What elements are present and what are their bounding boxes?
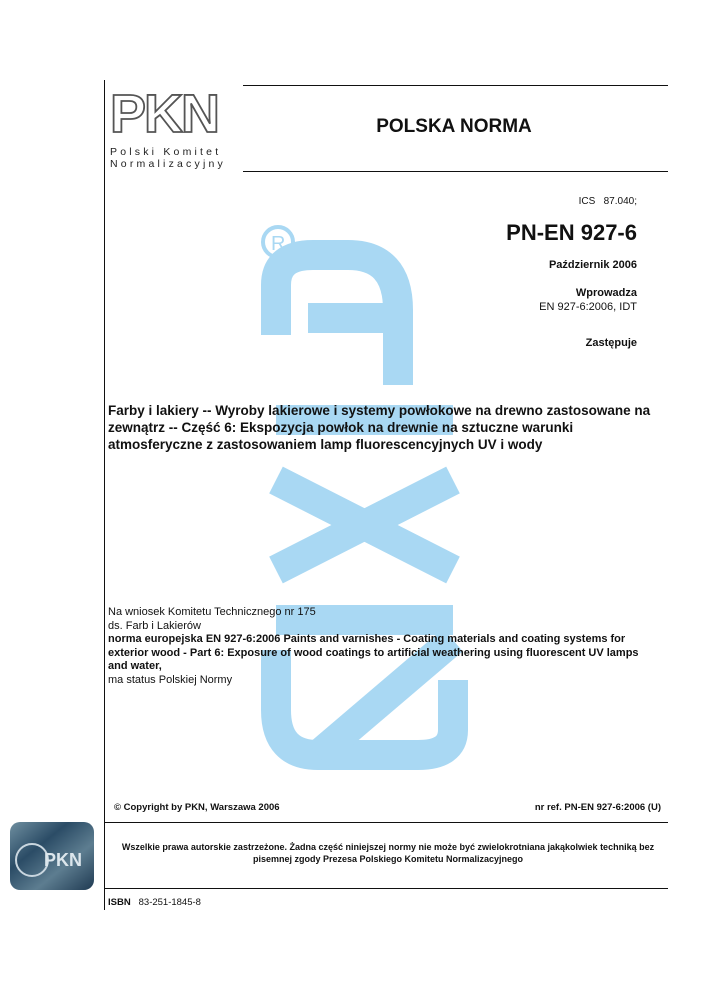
- reference-number: nr ref. PN-EN 927-6:2006 (U): [534, 802, 661, 813]
- left-margin-rule: [104, 80, 105, 910]
- rights-line-2: pisemnej zgody Prezesa Polskiego Komitetu Normalizacyjnego: [252, 854, 524, 864]
- title-line-3: atmosferyczne z zastosowaniem lamp fluorescencyjnych UV i wody: [108, 437, 543, 452]
- isbn-line: [108, 897, 201, 908]
- hologram-seal: [10, 822, 94, 890]
- registered-mark-letter: R: [271, 233, 286, 255]
- approval-line-3: norma europejska EN 927-6:2006 Paints and varnishes - Coating materials and coating systems for: [108, 633, 626, 645]
- title-line-2: zewnątrz -- Część 6: Ekspozycja powłok na drewnie na sztuczne warunki: [108, 420, 574, 435]
- top-rule: [243, 85, 668, 86]
- ics-line: [579, 196, 637, 207]
- org-name-line1: Polski Komitet: [110, 146, 222, 158]
- pkn-watermark: [258, 210, 470, 780]
- approval-block: [108, 606, 668, 687]
- publication-date: Październik 2006: [548, 259, 637, 271]
- ics-label: ICS: [578, 196, 596, 207]
- copyright-rule: [104, 822, 668, 823]
- standard-number: PN-EN 927-6: [506, 220, 637, 245]
- isbn-value: 83-251-1845-8: [138, 897, 201, 908]
- svg-text:PKN: PKN: [44, 850, 83, 870]
- copyright-notice: © Copyright by PKN, Warszawa 2006: [114, 802, 280, 813]
- standard-title-pl: [108, 402, 678, 453]
- title-line-1: Farby i lakiery -- Wyroby lakierowe i systemy powłokowe na drewno zastosowane na: [108, 403, 651, 418]
- isbn-label: ISBN: [108, 897, 131, 908]
- document-type-title: POLSKA NORMA: [376, 116, 532, 137]
- approval-line-6: ma status Polskiej Normy: [108, 673, 233, 686]
- approval-line-4: exterior wood - Part 6: Exposure of wood coatings to artificial weathering using fluorescent UV lamps: [108, 646, 639, 659]
- replaces-label: Zastępuje: [585, 337, 637, 349]
- approval-line-1: Na wniosek Komitetu Technicznego nr 175: [108, 606, 316, 618]
- rights-notice: [108, 841, 668, 865]
- introduces-value: EN 927-6:2006, IDT: [539, 301, 637, 313]
- org-name-line2: Normalizacyjny: [110, 158, 226, 170]
- rights-rule: [104, 888, 668, 889]
- ics-value: 87.040;: [603, 196, 637, 207]
- pkn-logo-mark: [110, 86, 234, 141]
- approval-line-2: ds. Farb i Lakierów: [108, 619, 201, 632]
- header-bottom-rule: [243, 171, 668, 172]
- approval-line-5: and water,: [108, 660, 162, 672]
- rights-line-1: Wszelkie prawa autorskie zastrzeżone. Żadna część niniejszej normy nie może być zwielokrotniana jakąkolwiek techniką bez: [121, 842, 655, 852]
- pkn-logo: [110, 86, 240, 171]
- svg-text:PKN: PKN: [110, 86, 219, 141]
- introduces-label: Wprowadza: [575, 287, 637, 299]
